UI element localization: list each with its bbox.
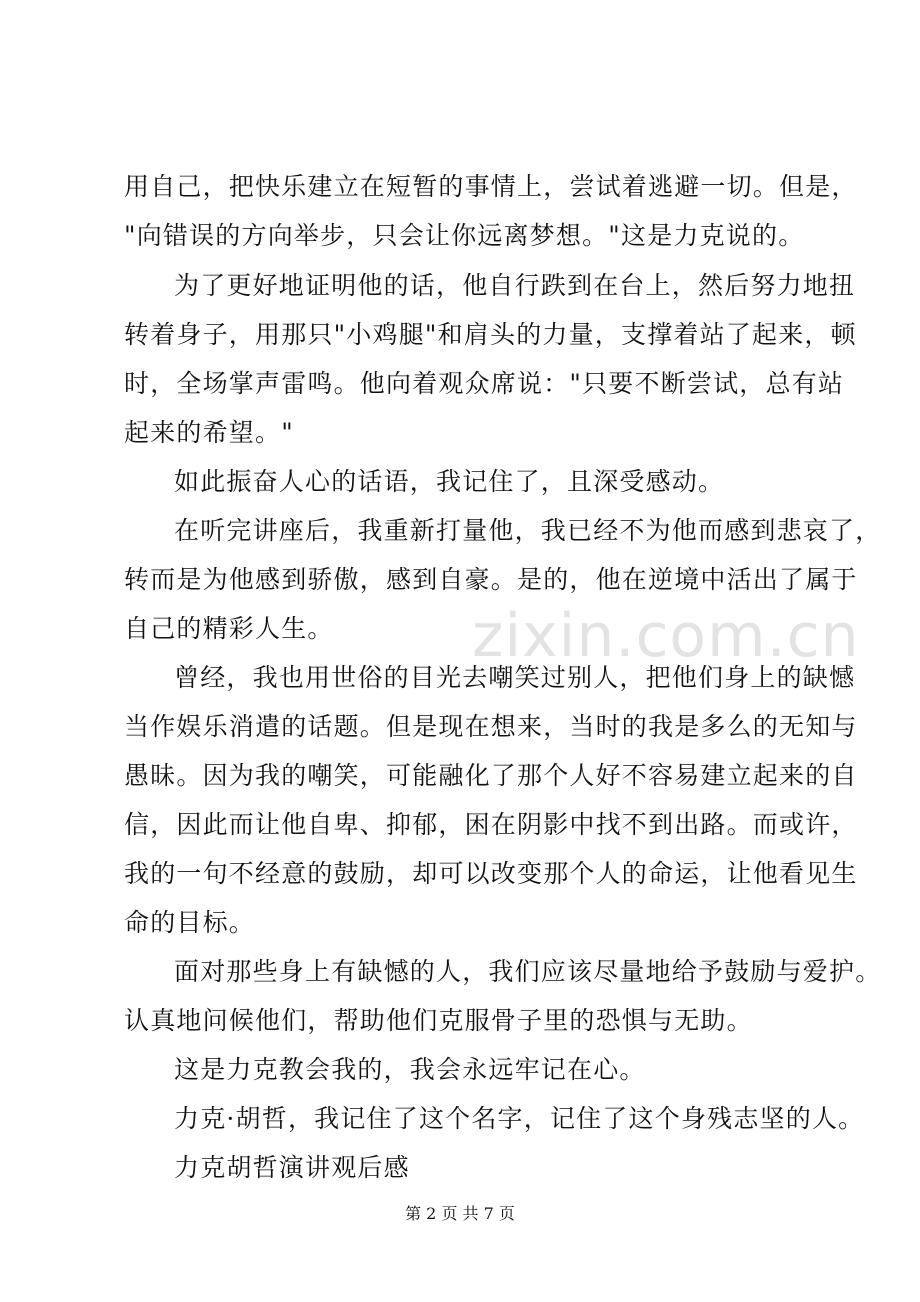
watermark: zixin.com.cn bbox=[472, 601, 860, 671]
body-line: 面对那些身上有缺憾的人，我们应该尽量地给予鼓励与爱护。 bbox=[174, 957, 882, 986]
body-line: "向错误的方向举步，只会让你远离梦想。"这是力克说的。 bbox=[124, 221, 805, 250]
body-line: 如此振奋人心的话语，我记住了，且深受感动。 bbox=[174, 467, 725, 496]
body-line: 力克·胡哲，我记住了这个名字，记住了这个身残志坚的人。 bbox=[174, 1104, 865, 1133]
body-line: 为了更好地证明他的话，他自行跌到在台上，然后努力地扭 bbox=[174, 271, 856, 300]
body-line: 起来的希望。" bbox=[124, 418, 294, 447]
body-line: 当作娱乐消遣的话题。但是现在想来，当时的我是多么的无知与 bbox=[124, 712, 858, 741]
body-line: 认真地问候他们，帮助他们克服骨子里的恐惧与无助。 bbox=[124, 1006, 753, 1035]
body-line: 时，全场掌声雷鸣。他向着观众席说："只要不断尝试，总有站 bbox=[124, 369, 845, 398]
body-line: 这是力克教会我的，我会永远牢记在心。 bbox=[174, 1055, 646, 1084]
body-line: 信，因此而让他自卑、抑郁，困在阴影中找不到出路。而或许， bbox=[124, 810, 858, 839]
body-line: 在听完讲座后，我重新打量他，我已经不为他而感到悲哀了， bbox=[174, 516, 882, 545]
essay-title: 力克胡哲演讲观后感 bbox=[174, 1153, 410, 1182]
body-line: 转而是为他感到骄傲，感到自豪。是的，他在逆境中活出了属于 bbox=[124, 565, 858, 594]
page-footer: 第 2 页 共 7 页 bbox=[405, 1204, 515, 1223]
body-line: 转着身子，用那只"小鸡腿"和肩头的力量，支撑着站了起来，顿 bbox=[124, 320, 857, 349]
body-line: 我的一句不经意的鼓励，却可以改变那个人的命运，让他看见生 bbox=[124, 859, 858, 888]
body-line: 曾经，我也用世俗的目光去嘲笑过别人，把他们身上的缺憾 bbox=[174, 663, 856, 692]
body-line: 自己的精彩人生。 bbox=[124, 614, 334, 643]
body-line: 用自己，把快乐建立在短暂的事情上，尝试着逃避一切。但是， bbox=[124, 172, 858, 201]
body-line: 愚昧。因为我的嘲笑，可能融化了那个人好不容易建立起来的自 bbox=[124, 761, 858, 790]
body-line: 命的目标。 bbox=[124, 908, 256, 937]
